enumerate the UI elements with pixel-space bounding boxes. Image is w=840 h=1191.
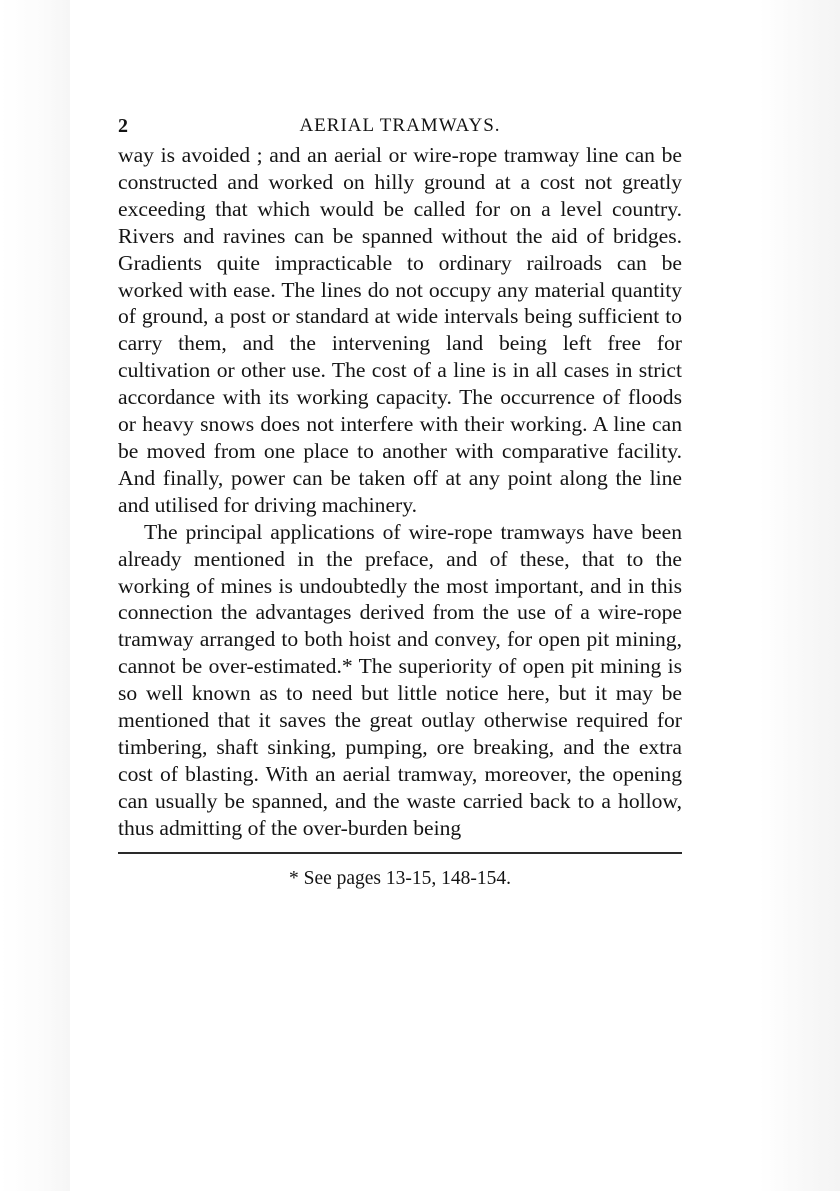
page-number: 2 [118,115,129,137]
page-header [118,108,682,142]
book-page [118,108,682,890]
footnote-divider [118,852,682,854]
running-title: AERIAL TRAMWAYS. [299,115,501,136]
body-text [118,142,682,842]
footnote: * See pages 13-15, 148-154. [288,867,512,889]
paragraph-applications: The principal applications of wire-rope tramways have been already mentioned in the preface, and of these, that to the working of mines is undoubtedly the most important, and in this connection the advantages derived from the use of a wire-rope tramway arranged to both hoist and convey, for open pit mining, cannot be over-estimated.* The superiority of open pit mining is so well known as to need but little notice here, but it may be mentioned that it saves the great outlay otherwise required for timbering, shaft sinking, pumping, ore breaking, and the extra cost of blasting. With an aerial tramway, moreover, the opening can usually be spanned, and the waste carried back to a hollow, thus admitting of the over-burden being [118,519,682,840]
paragraph-continuation: way is avoided ; and an aerial or wire-rope tramway line can be constructed and worked on hilly ground at a cost not greatly exceeding that which would be called for on a level country. Rivers and ravines can be spanned without the aid of bridges. Gradients quite impracticable to ordinary railroads can be worked with ease. The lines do not occupy any material quantity of ground, a post or standard at wide intervals being sufficient to carry them, and the intervening land being left free for cultivation or other use. The cost of a line is in all cases in strict accordance with its working capacity. The occurrence of floods or heavy snows does not interfere with their working. A line can be moved from one place to another with comparative facility. And finally, power can be taken off at any point along the line and utilised for driving machinery. [118,143,682,517]
page-edge-left [0,0,70,1191]
page-edge-right [760,0,840,1191]
